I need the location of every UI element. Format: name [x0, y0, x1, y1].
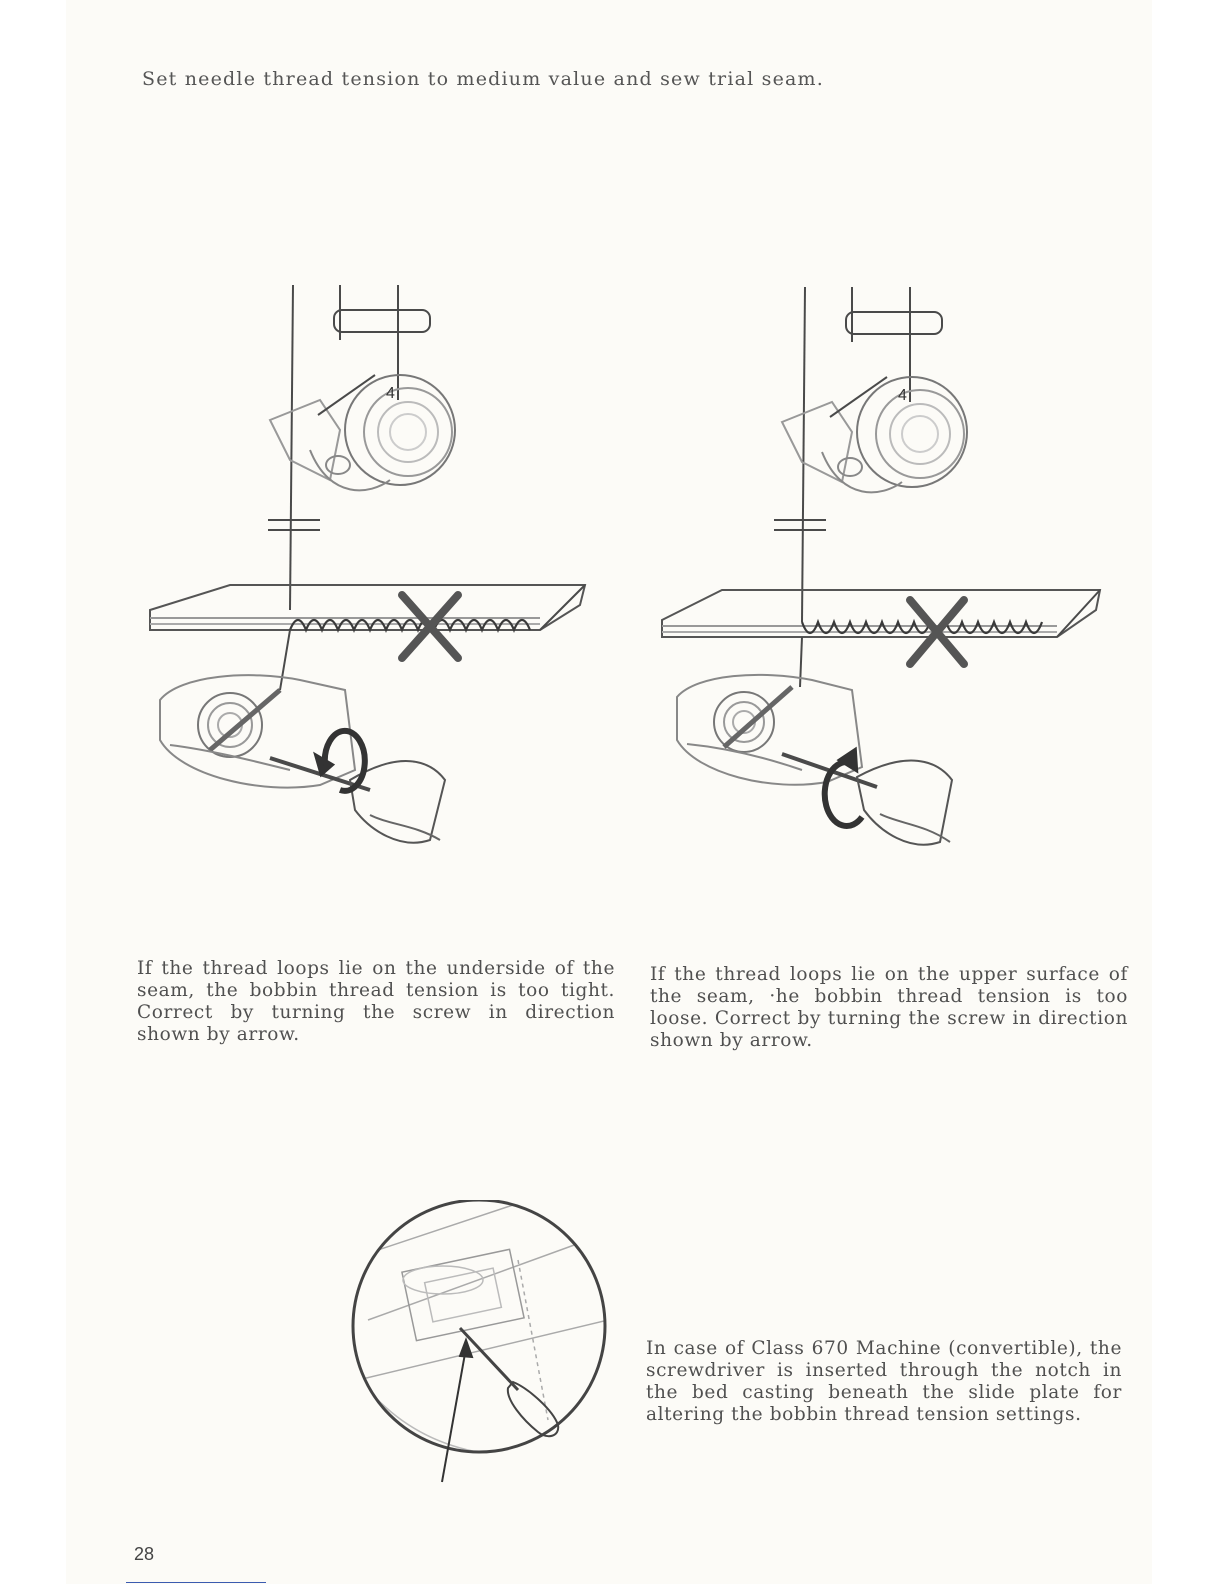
detail-circle-outline — [353, 1200, 605, 1452]
screwdriver-hand-illustration — [782, 754, 952, 845]
dial-digit: 4 — [386, 385, 395, 402]
page-number: 28 — [134, 1544, 155, 1564]
tension-dial-illustration — [782, 377, 967, 492]
pointer-arrow-icon — [442, 1340, 472, 1482]
fabric-illustration — [662, 590, 1100, 637]
rotation-arrow-icon — [825, 752, 862, 826]
left-margin — [0, 0, 66, 1584]
figure-tension-too-tight — [140, 280, 600, 860]
figure-tension-too-loose — [652, 282, 1112, 862]
caption-class-670: In case of Class 670 Machine (convertible), the screwdriver is inserted through the notch in the bed casting beneath the slide plate for altering the bobbin thread tension settings. — [646, 1338, 1122, 1425]
instruction-heading: Set needle thread tension to medium value and sew trial seam. — [142, 68, 825, 90]
caption-tension-too-loose: If the thread loops lie on the upper surface of the seam, ·he bobbin thread tension is too loose. Correct by turning the screw in direction shown by arrow. — [650, 964, 1128, 1051]
footer-rule — [126, 1582, 266, 1583]
dial-digit: 4 — [898, 387, 907, 404]
right-margin — [1152, 0, 1224, 1584]
screwdriver-hand-illustration — [270, 758, 445, 843]
figure-class-670-detail — [348, 1200, 620, 1490]
tension-dial-illustration — [270, 375, 455, 490]
caption-tension-too-tight: If the thread loops lie on the underside of the seam, the bobbin thread tension is too tight. Correct by turning the screw in direction shown by arrow. — [137, 958, 615, 1045]
